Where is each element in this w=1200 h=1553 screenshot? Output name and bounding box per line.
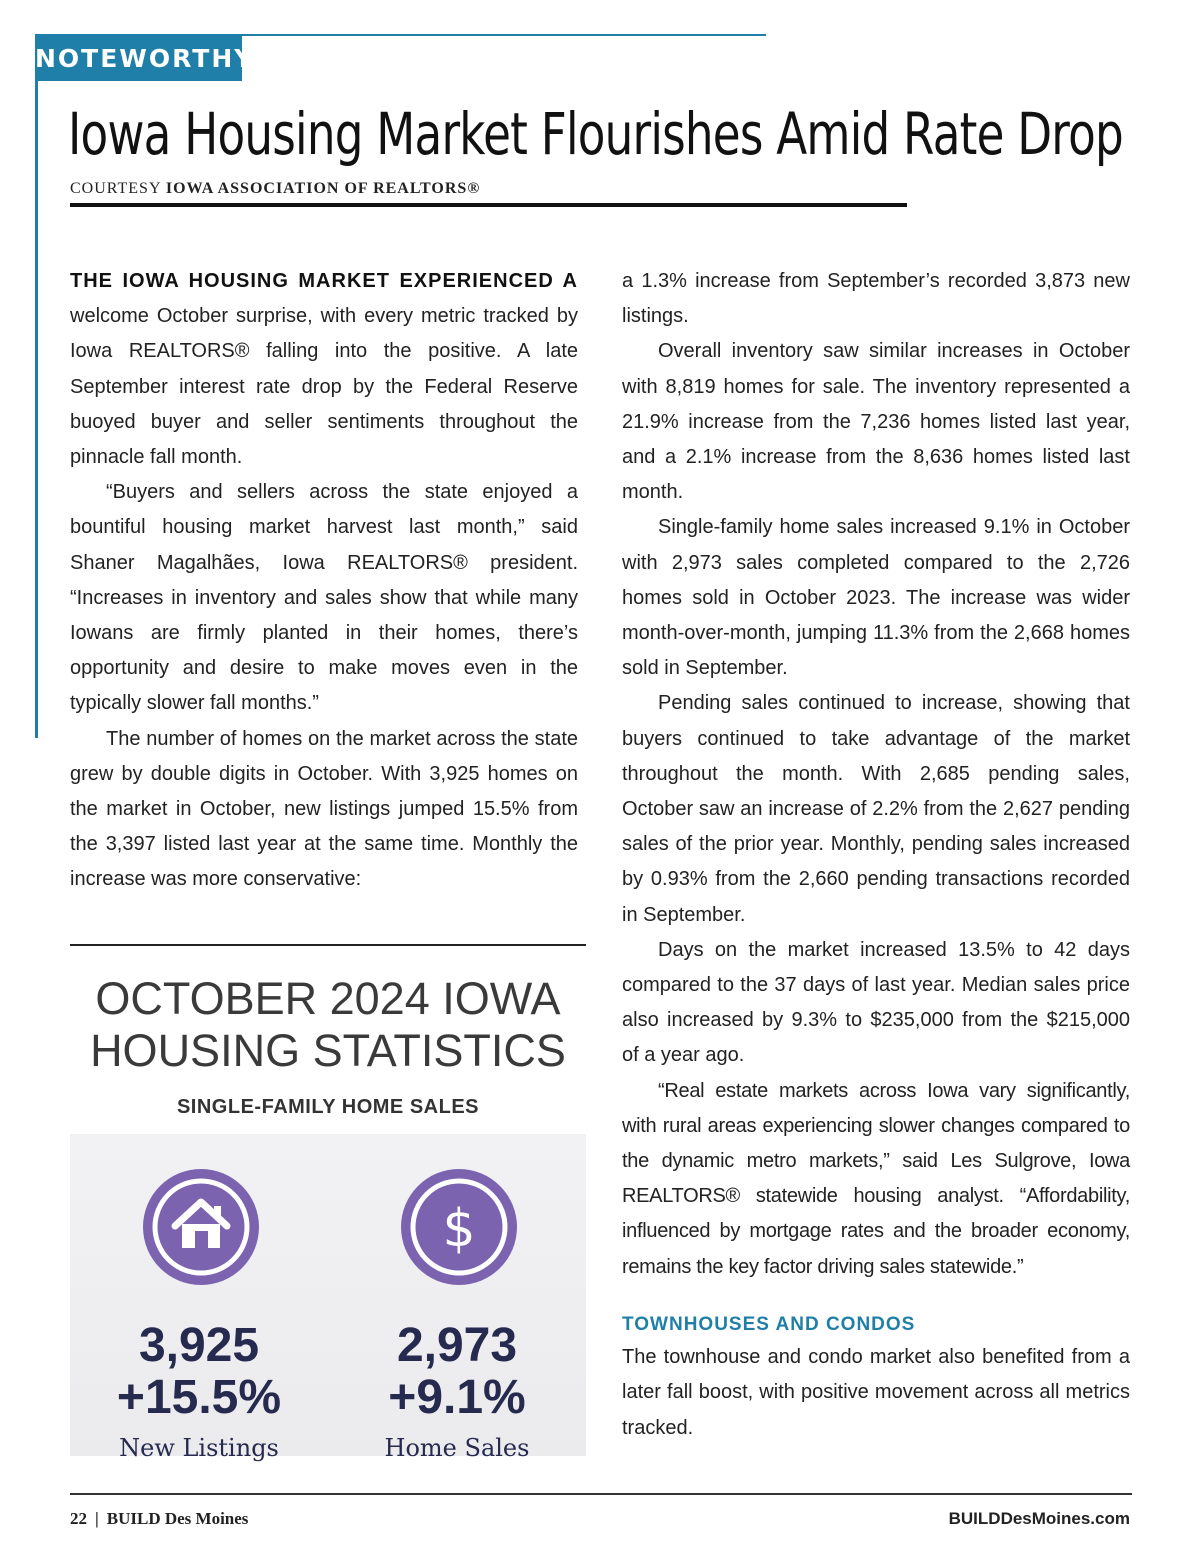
headline-rule [70, 203, 907, 207]
article-paragraph: Single-family home sales increased 9.1% in October with 2,973 sales completed compared to the 2,726 homes sold in October 2023. The increase was wider month-over-month, jumping 11.3% from the 2,668 homes sold in September. [622, 516, 1130, 680]
headline: Iowa Housing Market Flourishes Amid Rate Drop [68, 100, 1123, 168]
article-paragraph: “Real estate markets across Iowa vary significantly, with rural areas experiencing slower changes compared to the dynamic metro markets,” said Les Sulgrove, Iowa REALTORS® statewide housing analyst. “Affordability, influenced by mortgage rates and the broader economy, remains the key factor driving sales statewide.” [622, 1079, 1130, 1278]
section-subhead: TOWNHOUSES AND CONDOS [622, 1313, 916, 1335]
stats-subtitle: SINGLE-FAMILY HOME SALES [176, 1096, 480, 1118]
footer-rule [70, 1493, 1132, 1495]
stat-home-sales [328, 1134, 586, 1462]
paragraph-text: welcome October surprise, with every metric tracked by Iowa REALTORS® falling into the positive. A late September interest rate drop by the Federal Reserve buoyed buyer and seller sentiments throughout the pinnacle fall month. [70, 305, 578, 469]
article-column-right [622, 264, 1130, 1446]
footer-url: BUILDDesMoines.com [948, 1509, 1130, 1528]
publication-name: BUILD Des Moines [106, 1509, 249, 1528]
credit-prefix: COURTESY [70, 180, 161, 197]
stat-change: +15.5% [116, 1371, 282, 1424]
house-icon [142, 1168, 260, 1286]
article-paragraph: Days on the market increased 13.5% to 42 days compared to the 37 days of last year. Median sales price also increased by 9.3% to $235,000 from the $215,000 of a year ago. [622, 938, 1130, 1067]
page-number: 22 [70, 1509, 87, 1528]
credit-org: IOWA ASSOCIATION OF REALTORS® [165, 180, 481, 197]
article-paragraph: Overall inventory saw similar increases in October with 8,819 homes for sale. The inventory represented a 21.9% increase from the 7,236 homes listed last year, and a 2.1% increase from the 8,636 homes listed last month. [622, 340, 1130, 504]
section-tag: NOTEWORTHY [35, 36, 242, 81]
credit-line [70, 180, 480, 198]
svg-text:$: $ [442, 1199, 476, 1259]
article-paragraph: The number of homes on the market across the state grew by double digits in October. With 3,925 homes on the market in October, new listings jumped 15.5% from the 3,397 listed last year at the same time. Monthly the increase was more conservative: [70, 727, 578, 891]
dollar-icon [400, 1168, 518, 1286]
stats-title-line: HOUSING STATISTICS [90, 1025, 566, 1076]
stats-rule [70, 944, 586, 946]
side-accent-line [35, 34, 38, 738]
stats-title-line: OCTOBER 2024 IOWA [95, 973, 561, 1024]
stat-new-listings [70, 1134, 328, 1462]
article-paragraph: a 1.3% increase from September’s recorded 3,873 new listings. [622, 270, 1130, 328]
stat-change: +9.1% [388, 1371, 526, 1424]
footer-folio [70, 1509, 248, 1529]
stats-panel [70, 1134, 586, 1462]
article-paragraph: The townhouse and condo market also benefited from a later fall boost, with positive movement across all metrics tracked. [622, 1346, 1130, 1439]
stat-label: Home Sales [384, 1434, 530, 1462]
stats-title [70, 973, 586, 1077]
footer-separator: | [95, 1509, 99, 1528]
lead-in: THE IOWA HOUSING MARKET EXPERIENCED A [70, 270, 578, 292]
stat-value: 3,925 [138, 1319, 260, 1372]
stat-label: New Listings [119, 1434, 279, 1462]
article-column-left [70, 264, 578, 898]
stat-value: 2,973 [396, 1319, 518, 1372]
article-paragraph: Pending sales continued to increase, showing that buyers continued to take advantage of the market throughout the month. With 2,685 pending sales, October saw an increase of 2.2% from the 2,627 pending sales of the prior year. Monthly, pending sales increased by 0.93% from the 2,660 pending transactions recorded in September. [622, 692, 1130, 926]
article-paragraph [70, 264, 578, 475]
article-paragraph: “Buyers and sellers across the state enjoyed a bountiful housing market harvest last month,” said Shaner Magalhães, Iowa REALTORS® president. “Increases in inventory and sales show that while many Iowans are firmly planted in their homes, there’s opportunity and desire to make moves even in the typically slower fall months.” [70, 481, 578, 715]
